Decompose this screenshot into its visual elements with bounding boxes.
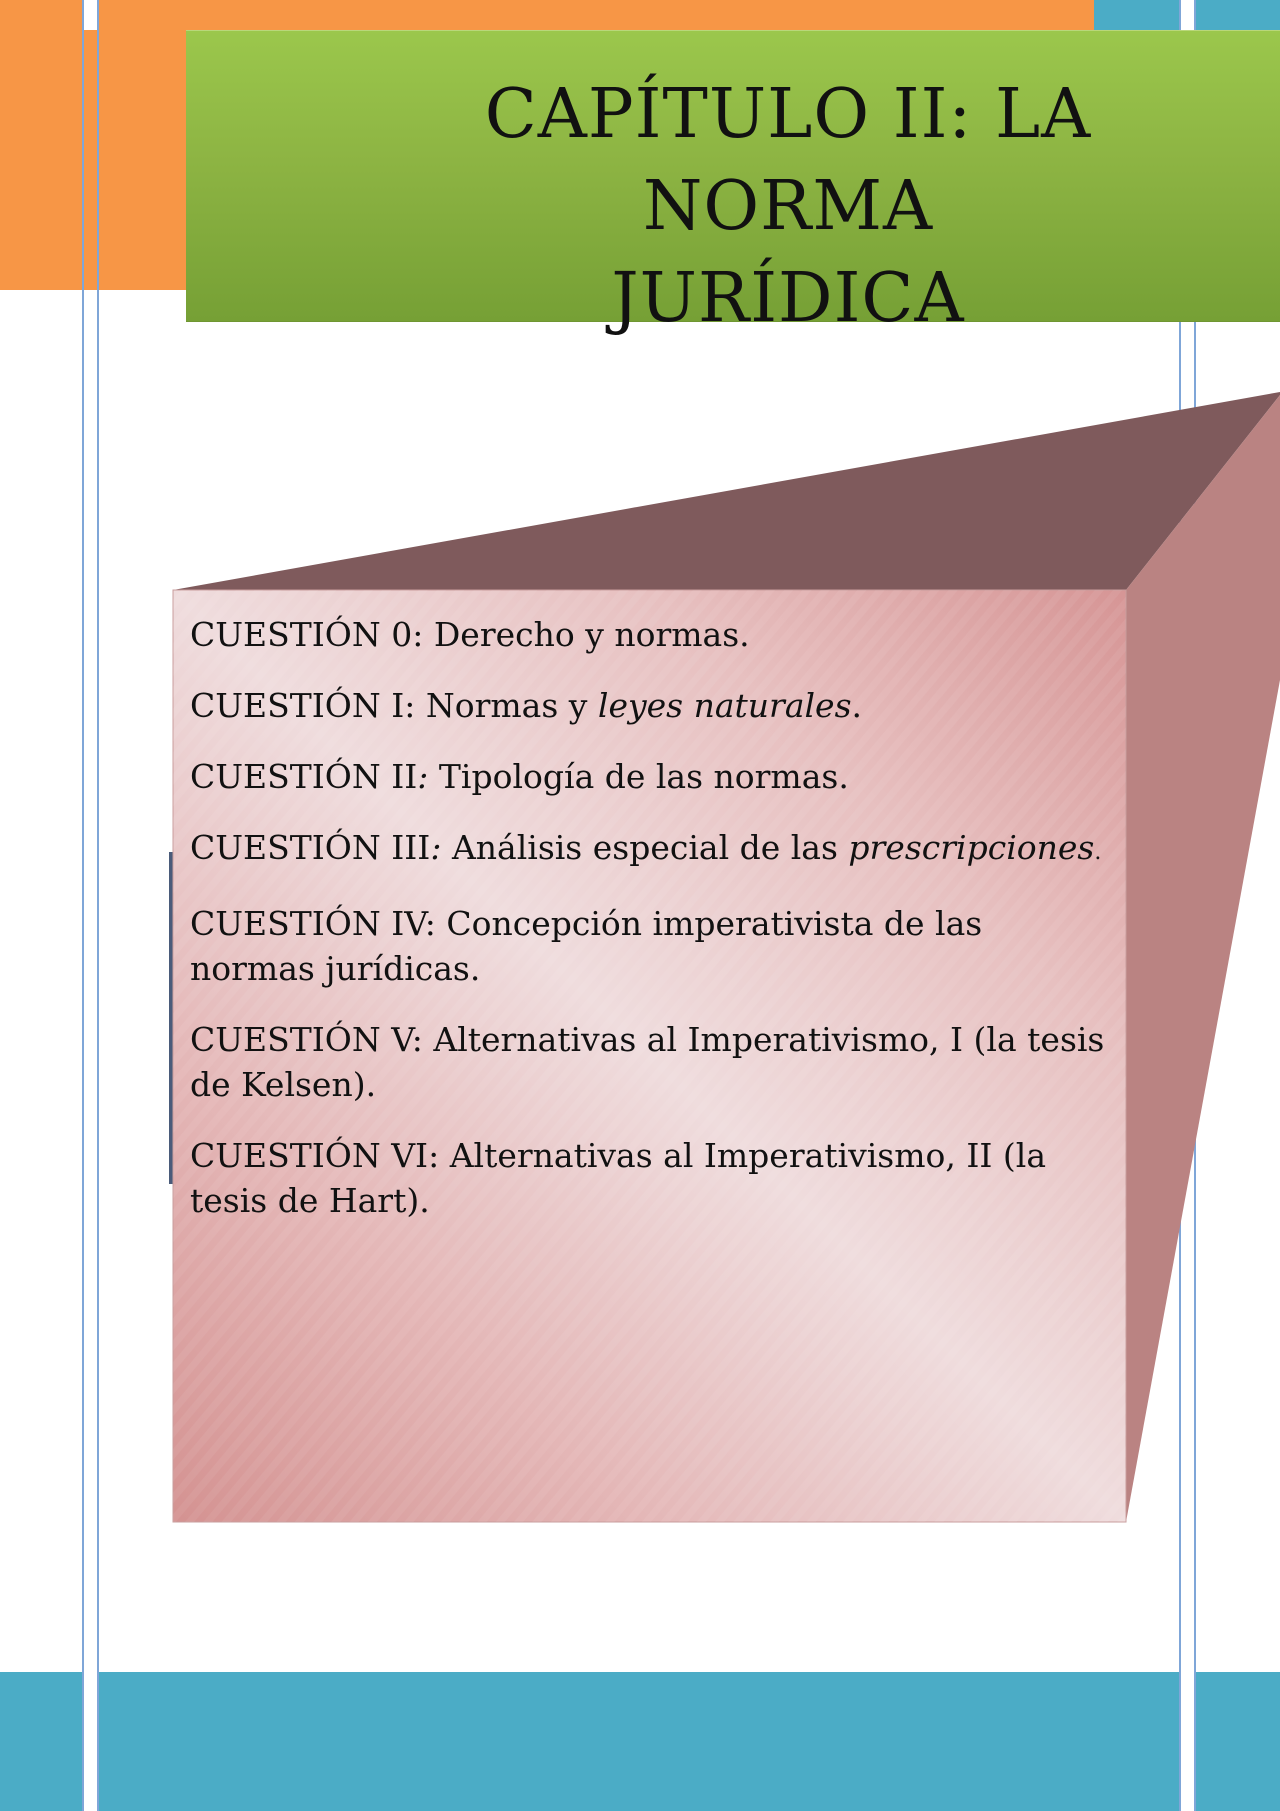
cuestiones-list bbox=[190, 612, 1105, 1249]
cuestion-item: CUESTIÓN II: Tipología de las normas. bbox=[190, 757, 849, 796]
cuestion-item: CUESTIÓN III: Análisis especial de las prescripciones. bbox=[190, 828, 1102, 867]
box-top-face bbox=[173, 392, 1280, 590]
cuestion-item: CUESTIÓN 0: Derecho y normas. bbox=[190, 615, 750, 654]
chapter-title-line1: CAPÍTULO II: LA NORMA bbox=[484, 75, 1092, 246]
cuestion-item: CUESTIÓN V: Alternativas al Imperativismo, I (la tesis de Kelsen). bbox=[190, 1020, 1105, 1104]
cuestion-item: CUESTIÓN VI: Alternativas al Imperativismo, II (la tesis de Hart). bbox=[190, 1136, 1047, 1220]
box-side-face bbox=[1126, 395, 1280, 1522]
chapter-title-line2: JURÍDICA bbox=[611, 259, 965, 338]
cuestion-item: CUESTIÓN I: Normas y leyes naturales. bbox=[190, 686, 863, 725]
cuestion-item: CUESTIÓN IV: Concepción imperativista de las normas jurídicas. bbox=[190, 904, 983, 988]
